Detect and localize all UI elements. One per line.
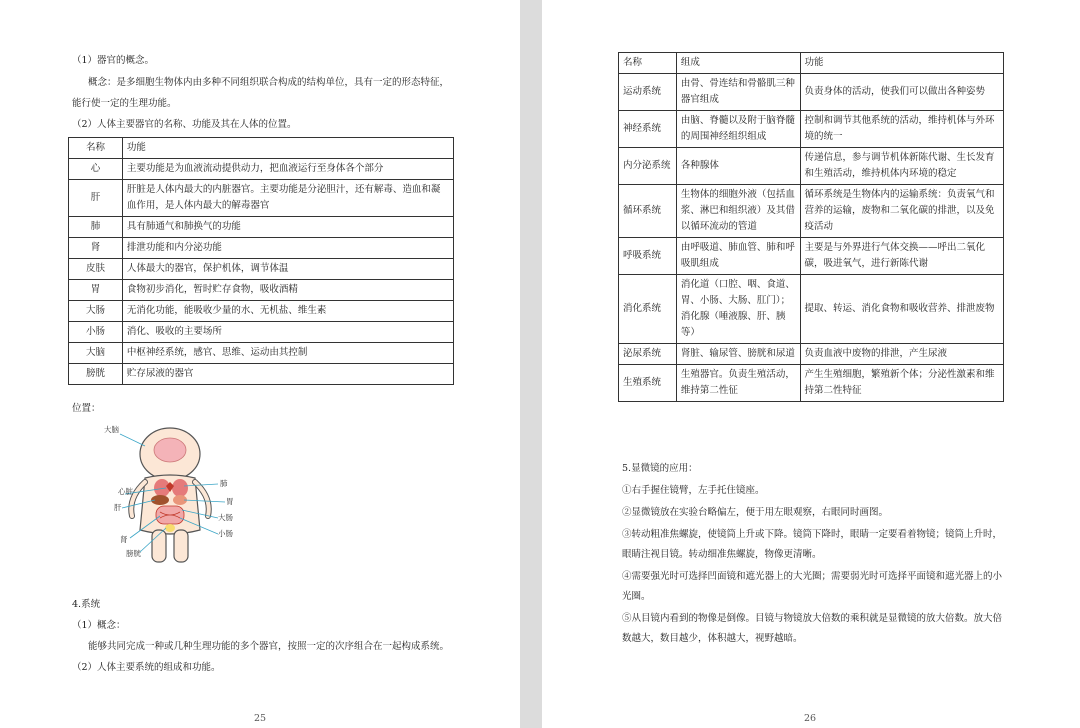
organ-function: 主要功能是为血液流动提供动力，把血液运行至身体各个部分	[122, 159, 453, 180]
table-row	[69, 280, 454, 301]
system-function: 主要是与外界进行气体交换——呼出二氧化碳，吸进氧气，进行新陈代谢	[800, 238, 1003, 275]
system-composition: 由脑、脊髓以及附于脑脊髓的周围神经组织组成	[676, 111, 800, 148]
table-header: 名称	[69, 138, 123, 159]
figure-label-small-intestine: 小肠	[218, 529, 233, 538]
organ-name: 小肠	[69, 322, 123, 343]
system-name: 内分泌系统	[619, 148, 677, 185]
table-row	[619, 238, 1004, 275]
microscope-step-3b: 眼睛注视目镜。转动细准焦螺旋，物像更清晰。	[622, 549, 822, 560]
system-function: 负责身体的活动，使我们可以做出各种姿势	[800, 74, 1003, 111]
microscope-step-3a: ③转动粗准焦螺旋，使镜筒上升或下降。镜筒下降时，眼睛一定要看着物镜；镜筒上升时，	[622, 529, 1003, 540]
system-name: 呼吸系统	[619, 238, 677, 275]
organ-function: 食物初步消化，暂时贮存食物，吸收酒精	[122, 280, 453, 301]
system-composition: 生物体的细胞外液（包括血浆、淋巴和组织液）及其借以循环流动的管道	[676, 185, 800, 238]
table-row	[69, 364, 454, 385]
system-function: 负责血液中废物的排泄，产生尿液	[800, 344, 1003, 365]
table-row	[69, 180, 454, 217]
microscope-step-4b: 光圈。	[622, 591, 651, 602]
system-concept-heading: （1）概念：	[72, 620, 126, 631]
table-row	[619, 344, 1004, 365]
system-function: 传递信息，参与调节机体新陈代谢、生长发育和生殖活动，维持机体内环境的稳定	[800, 148, 1003, 185]
organ-function: 消化、吸收的主要场所	[122, 322, 453, 343]
table-header: 功能	[122, 138, 453, 159]
system-composition: 肾脏、输尿管、膀胱和尿道	[676, 344, 800, 365]
body-organs-figure	[100, 420, 270, 580]
system-table	[618, 52, 1004, 402]
organ-table	[68, 137, 454, 385]
figure-label-liver: 肝	[114, 503, 122, 512]
table-row	[69, 217, 454, 238]
position-label: 位置：	[72, 403, 101, 414]
table-row	[619, 148, 1004, 185]
system-name: 运动系统	[619, 74, 677, 111]
system-composition: 各种腺体	[676, 148, 800, 185]
system-heading: 4.系统	[72, 599, 101, 610]
table-row	[69, 238, 454, 259]
organ-name: 肾	[69, 238, 123, 259]
organ-concept-heading: （1）器官的概念。	[72, 55, 155, 66]
organ-function: 排泄功能和内分泌功能	[122, 238, 453, 259]
table-row	[69, 343, 454, 364]
organ-function: 人体最大的器官，保护机体，调节体温	[122, 259, 453, 280]
organ-concept-text-1: 概念：是多细胞生物体内由多种不同组织联合构成的结构单位，具有一定的形态特征，	[88, 77, 450, 88]
system-table-heading: （2）人体主要系统的组成和功能。	[72, 662, 221, 673]
microscope-step-5b: 数越大，数目越少，体积越大，视野越暗。	[622, 633, 803, 644]
table-row	[69, 322, 454, 343]
system-name: 神经系统	[619, 111, 677, 148]
system-name: 泌尿系统	[619, 344, 677, 365]
organ-function: 具有肺通气和肺换气的功能	[122, 217, 453, 238]
microscope-step-2: ②显微镜放在实验台略偏左，便于用左眼观察，右眼同时画图。	[622, 507, 889, 518]
organ-function: 贮存尿液的器官	[122, 364, 453, 385]
table-row	[69, 259, 454, 280]
organ-name: 心	[69, 159, 123, 180]
organ-name: 大脑	[69, 343, 123, 364]
organ-concept-text-2: 能行使一定的生理功能。	[72, 98, 177, 109]
system-composition: 由呼吸道、肺血管、肺和呼吸肌组成	[676, 238, 800, 275]
system-name: 消化系统	[619, 275, 677, 344]
table-row	[619, 275, 1004, 344]
organ-name: 胃	[69, 280, 123, 301]
system-name: 生殖系统	[619, 365, 677, 402]
figure-label-brain: 大脑	[104, 425, 119, 434]
page-25	[0, 0, 520, 728]
organ-function: 中枢神经系统，感官、思维、运动由其控制	[122, 343, 453, 364]
table-row	[619, 111, 1004, 148]
system-concept-text: 能够共同完成一种或几种生理功能的多个器官，按照一定的次序组合在一起构成系统。	[88, 641, 450, 652]
microscope-heading: 5.显微镜的应用：	[622, 463, 698, 474]
system-composition: 由骨、骨连结和骨骼肌三种器官组成	[676, 74, 800, 111]
table-row	[69, 301, 454, 322]
organ-name: 膀胱	[69, 364, 123, 385]
figure-label-lung: 肺	[220, 479, 228, 488]
page-number: 26	[804, 713, 817, 724]
page-26	[542, 0, 1080, 728]
organ-name: 皮肤	[69, 259, 123, 280]
organ-table-heading: （2）人体主要器官的名称、功能及其在人体的位置。	[72, 119, 297, 130]
system-function: 循环系统是生物体内的运输系统：负责氧气和营养的运输，废物和二氧化碳的排泄，以及免疫活动	[800, 185, 1003, 238]
table-row	[69, 159, 454, 180]
page-gutter	[520, 0, 542, 728]
table-header-row	[619, 53, 1004, 74]
figure-label-large-intestine: 大肠	[218, 513, 233, 522]
table-header: 名称	[619, 53, 677, 74]
page-number: 25	[254, 713, 267, 724]
microscope-step-5a: ⑤从目镜内看到的物像是倒像。目镜与物镜放大倍数的乘积就是显微镜的放大倍数。放大倍	[622, 613, 1003, 624]
system-composition: 消化道（口腔、咽、食道、胃、小肠、大肠、肛门）；消化腺（唾液腺、肝、胰等）	[676, 275, 800, 344]
organ-name: 大肠	[69, 301, 123, 322]
organ-name: 肺	[69, 217, 123, 238]
organ-function: 无消化功能，能吸收少量的水、无机盐、维生素	[122, 301, 453, 322]
table-row	[619, 365, 1004, 402]
system-function: 控制和调节其他系统的活动，维持机体与外环境的统一	[800, 111, 1003, 148]
table-row	[619, 185, 1004, 238]
figure-label-heart: 心脏	[118, 487, 133, 496]
figure-label-kidney: 肾	[120, 535, 128, 544]
figure-label-bladder: 膀胱	[126, 549, 141, 558]
microscope-step-1: ①右手握住镜臂，左手托住镜座。	[622, 485, 765, 496]
system-function: 产生生殖细胞，繁殖新个体；分泌性激素和维持第二性特征	[800, 365, 1003, 402]
system-name: 循环系统	[619, 185, 677, 238]
table-header: 组成	[676, 53, 800, 74]
organ-name: 肝	[69, 180, 123, 217]
microscope-step-4a: ④需要强光时可选择凹面镜和遮光器上的大光圈；需要弱光时可选择平面镜和遮光器上的小	[622, 571, 1003, 582]
table-row	[619, 74, 1004, 111]
system-function: 提取、转运、消化食物和吸收营养、排泄废物	[800, 275, 1003, 344]
system-composition: 生殖器官。负责生殖活动，维持第二性征	[676, 365, 800, 402]
table-header-row	[69, 138, 454, 159]
organ-function: 肝脏是人体内最大的内脏器官。主要功能是分泌胆汁，还有解毒、造血和凝血作用，是人体内最大的解毒器官	[122, 180, 453, 217]
figure-label-stomach: 胃	[226, 497, 234, 506]
table-header: 功能	[800, 53, 1003, 74]
